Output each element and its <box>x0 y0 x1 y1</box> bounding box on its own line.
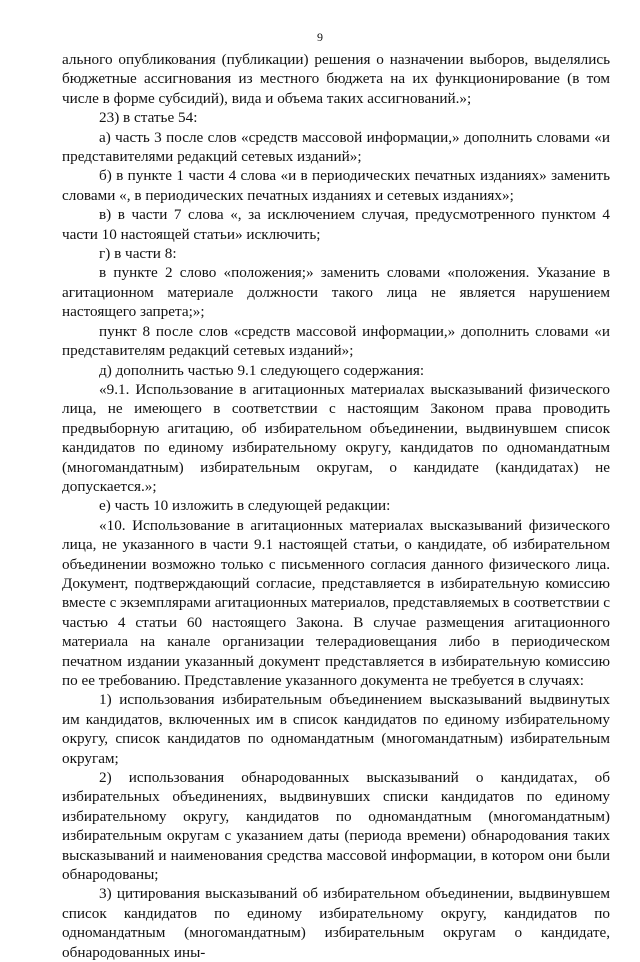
paragraph: 1) использования избирательным объединением высказываний выдвинутых им кандидатов, включенных им в список кандидатов по единому избирательному округу, список кандидатов по одномандатным (многомандатным) избирательным округам; <box>62 691 610 767</box>
paragraph: «9.1. Использование в агитационных материалах высказываний физического лица, не имеющего в соответствии с настоящим Законом права проводить предвыборную агитацию, об избирательном объединении, выдвинувшем список кандидатов по единому избирательному округу, кандидатов по одномандатным (многомандатным) избирательным округам, о кандидате (кандидатах) не допускается.»; <box>62 380 610 495</box>
paragraph: «10. Использование в агитационных материалах высказываний физического лица, не указанного в части 9.1 настоящей статьи, о кандидате, об избирательном объединении возможно только с письменного согласия данного физического лица. Документ, подтверждающий согласие, представляется в избирательную комиссию вместе с экземплярами агитационных материалов, представляемых в соответствии с частью 4 статьи 60 настоящего Закона. В случае размещения агитационного материала на канале организации телерадиовещания либо в периодическом печатном издании указанный документ представляется в избирательную комиссию по ее требованию. Представление указанного документа не требуется в случаях: <box>62 516 610 689</box>
paragraph: пункт 8 после слов «средств массовой информации,» дополнить словами «и представителям редакций сетевых изданий»; <box>62 322 610 360</box>
paragraph: 3) цитирования высказываний об избирательном объединении, выдвинувшем список кандидатов по единому избирательному округу, кандидатов по одномандатным (многомандатным) избирательным округам о кандидате, обнародованных ины- <box>62 885 610 961</box>
paragraph: а) часть 3 после слов «средств массовой информации,» дополнить словами «и представителями редакций сетевых изданий»; <box>62 128 610 166</box>
paragraph: г) в части 8: <box>99 245 177 263</box>
page-number: 9 <box>317 30 323 44</box>
paragraph: 23) в статье 54: <box>99 109 198 127</box>
paragraph: д) дополнить частью 9.1 следующего содержания: <box>99 361 425 379</box>
paragraph: 2) использования обнародованных высказываний о кандидатах, об избирательных объединениях, выдвинувших списки кандидатов по единому избирательному округу, кандидатов по одномандатным (многомандатным) избирательным округам с указанием даты (периода времени) обнародования таких высказываний и наименования средства массовой информации, в котором они были обнародованы; <box>62 769 610 884</box>
paragraph: в) в части 7 слова «, за исключением случая, предусмотренного пунктом 4 части 10 настоящей статьи» исключить; <box>62 206 610 243</box>
paragraph: ального опубликования (публикации) решения о назначении выборов, выделялись бюджетные ассигнования из местного бюджета на их функционирование (в том числе в форме субсидий), вида и объема таких ассигнований.»; <box>62 51 610 107</box>
paragraph: в пункте 2 слово «положения;» заменить словами «положения. Указание в агитационном материале должности такого лица не является нарушением настоящего запрета;»; <box>62 264 610 321</box>
paragraph: б) в пункте 1 части 4 слова «и в периодических печатных изданиях» заменить словами «, в периодических печатных изданиях и сетевых изданиях»; <box>62 167 610 204</box>
document-body <box>62 50 610 962</box>
paragraph: е) часть 10 изложить в следующей редакции: <box>99 497 391 515</box>
